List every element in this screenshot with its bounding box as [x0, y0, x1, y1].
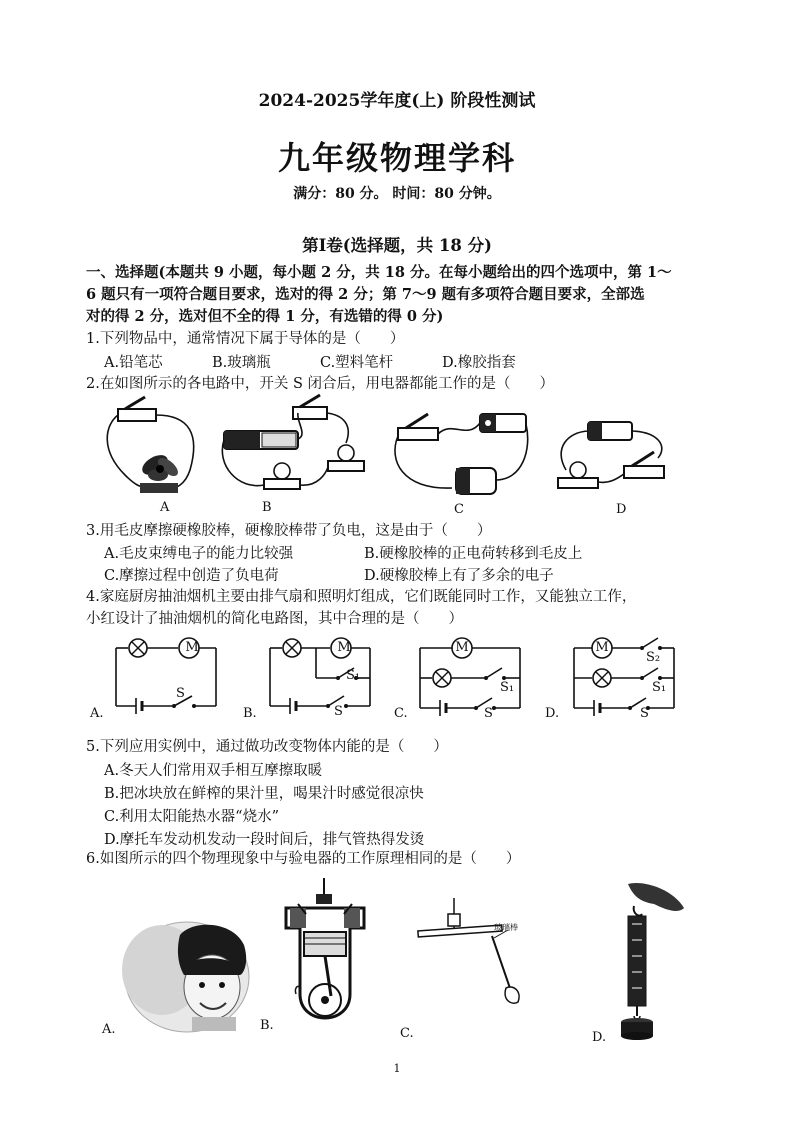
q4-stem-line-2: 小红设计了抽油烟机的简化电路图，其中合理的是（ ） [86, 611, 463, 627]
q4-c-switch-s1: S₁ [500, 680, 515, 695]
q2-circuit-a [100, 395, 220, 500]
subject-title: 九年级物理学科 [277, 139, 516, 177]
q4-d-switch-s2: S₂ [646, 650, 661, 665]
q6-label-c: C. [400, 1026, 414, 1041]
page-number: 1 [393, 1062, 401, 1075]
q3-option-d: D.硬橡胶棒上有了多余的电子 [364, 568, 554, 584]
q2-label-d: D [616, 502, 627, 517]
q4-circuit-a [112, 636, 222, 716]
q4-label-a: A. [90, 706, 104, 721]
q4-c-switch-s: S [484, 706, 493, 721]
q2-circuit-b [218, 395, 378, 495]
q6-label-d: D. [592, 1030, 607, 1045]
q6-figure-b-engine [276, 876, 376, 1036]
q1-option-a: A.铅笔芯 [104, 355, 163, 371]
q3-option-b: B.硬橡胶棒的正电荷转移到毛皮上 [364, 546, 583, 562]
q6-label-a: A. [102, 1022, 116, 1037]
q4-label-c: C. [394, 706, 408, 721]
q4-b-switch-s1: S₁ [346, 668, 361, 683]
q1-option-c: C.塑料笔杆 [320, 355, 394, 371]
q4-b-motor: M [337, 640, 351, 655]
q1-option-d: D.橡胶指套 [442, 355, 516, 371]
q5-option-a: A.冬天人们常用双手相互摩擦取暖 [104, 763, 323, 779]
q5-option-c: C.利用太阳能热水器“烧水” [104, 809, 280, 825]
q5-option-b: B.把冰块放在鲜榨的果汁里，喝果汁时感觉很凉快 [104, 786, 424, 802]
instructions-line-1: 一、选择题(本题共 9 小题，每小题 2 分，共 18 分。在每小题给出的四个选项中，第 1～ [86, 264, 672, 281]
q4-d-switch-s1: S₁ [652, 680, 667, 695]
q6-figure-a-photo [122, 915, 252, 1035]
q2-label-a: A [160, 500, 170, 515]
q4-d-switch-s: S [640, 706, 649, 721]
q1-option-b: B.玻璃瓶 [212, 355, 271, 371]
instructions-line-2: 6 题只有一项符合题目要求，选对的得 2 分；第 7～9 题有多项符合题目要求，全部选 [86, 286, 645, 303]
q4-a-switch: S [176, 686, 185, 701]
q4-c-motor: M [455, 640, 469, 655]
q3-option-c: C.摩擦过程中创造了负电荷 [104, 568, 279, 584]
q4-label-b: B. [243, 706, 257, 721]
q4-d-motor: M [595, 640, 609, 655]
section-title: 第Ⅰ卷(选择题，共 18 分) [302, 236, 492, 255]
q2-circuit-d [548, 418, 673, 498]
q6-label-b: B. [260, 1018, 274, 1033]
q2-label-c: C [454, 502, 464, 517]
q3-option-a: A.毛皮束缚电子的能力比较强 [104, 546, 294, 562]
q1-stem: 1.下列物品中，通常情况下属于导体的是（ ） [86, 331, 405, 347]
q4-label-d: D. [545, 706, 560, 721]
exam-year-title: 2024-2025学年度(上) 阶段性测试 [258, 91, 536, 111]
q3-stem: 3.用毛皮摩擦硬橡胶棒，硬橡胶棒带了负电，这是由于（ ） [86, 523, 492, 539]
instructions-line-3: 对的得 2 分，选对但不全的得 1 分，有选错的得 0 分) [86, 308, 444, 325]
score-time-line: 满分：80 分。 时间：80 分钟。 [293, 186, 501, 202]
q6-c-rod-label: 玻璃棒 [494, 923, 518, 932]
q4-circuit-d [570, 636, 680, 718]
q4-stem-line-1: 4.家庭厨房抽油烟机主要由排气扇和照明灯组成，它们既能同时工作，又能独立工作， [86, 589, 637, 605]
q4-a-motor: M [185, 640, 199, 655]
q5-option-d: D.摩托车发动机发动一段时间后，排气管热得发烫 [104, 832, 425, 848]
q5-stem: 5.下列应用实例中，通过做功改变物体内能的是（ ） [86, 739, 448, 755]
q6-figure-c-rods [414, 896, 540, 1006]
q2-label-b: B [262, 500, 272, 515]
q6-figure-d-spring-scale [612, 880, 692, 1040]
q4-b-switch-s: S [334, 704, 343, 719]
q6-stem: 6.如图所示的四个物理现象中与验电器的工作原理相同的是（ ） [86, 851, 521, 867]
q2-circuit-c [392, 410, 532, 500]
q2-stem: 2.在如图所示的各电路中，开关 S 闭合后，用电器都能工作的是（ ） [86, 376, 554, 392]
